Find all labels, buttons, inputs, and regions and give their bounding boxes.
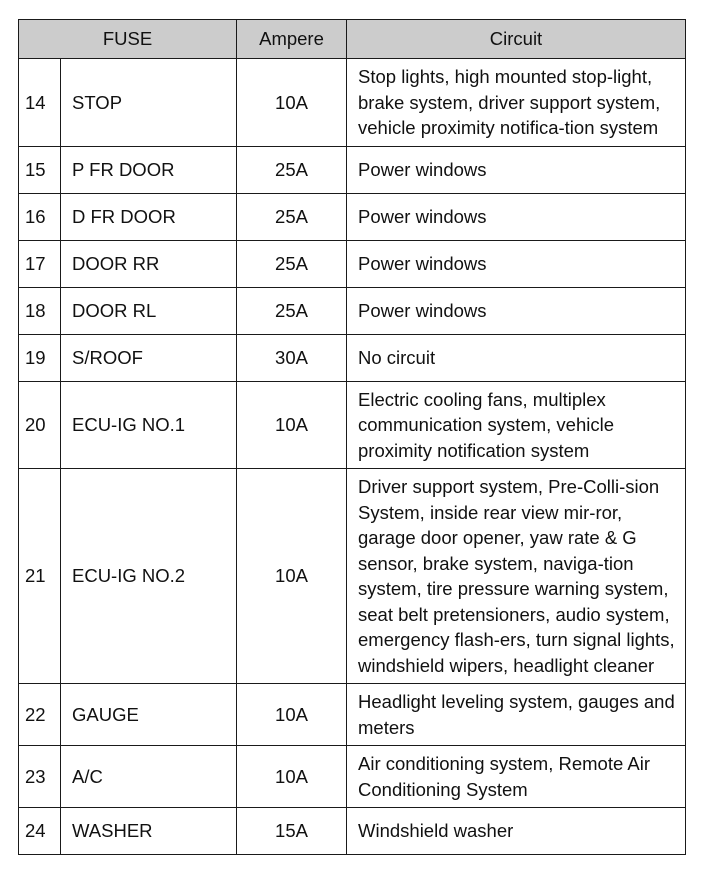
table-row — [19, 746, 686, 808]
table-row — [19, 59, 686, 147]
fuse-ampere: 10A — [237, 684, 347, 746]
fuse-circuit: Power windows — [347, 146, 686, 193]
fuse-number: 22 — [19, 684, 61, 746]
fuse-number: 24 — [19, 808, 61, 855]
fuse-name: D FR DOOR — [61, 193, 237, 240]
fuse-number: 17 — [19, 240, 61, 287]
fuse-number: 23 — [19, 746, 61, 808]
header-fuse: FUSE — [19, 20, 237, 59]
fuse-name: ECU-IG NO.1 — [61, 381, 237, 469]
fuse-ampere: 25A — [237, 193, 347, 240]
fuse-number: 15 — [19, 146, 61, 193]
fuse-circuit: No circuit — [347, 334, 686, 381]
table-row — [19, 469, 686, 684]
fuse-ampere: 10A — [237, 469, 347, 684]
fuse-number: 20 — [19, 381, 61, 469]
fuse-name: ECU-IG NO.2 — [61, 469, 237, 684]
fuse-ampere: 15A — [237, 808, 347, 855]
fuse-number: 21 — [19, 469, 61, 684]
fuse-name: DOOR RR — [61, 240, 237, 287]
fuse-number: 19 — [19, 334, 61, 381]
table-row — [19, 146, 686, 193]
fuse-table — [18, 19, 686, 855]
table-row — [19, 381, 686, 469]
header-row — [19, 20, 686, 59]
fuse-name: DOOR RL — [61, 287, 237, 334]
fuse-circuit: Air conditioning system, Remote Air Conditioning System — [347, 746, 686, 808]
fuse-ampere: 10A — [237, 381, 347, 469]
fuse-circuit: Electric cooling fans, multiplex communication system, vehicle proximity notification system — [347, 381, 686, 469]
fuse-circuit: Driver support system, Pre-Colli-sion System, inside rear view mir-ror, garage door opener, yaw rate & G sensor, brake system, naviga-tion system, tire pressure warning system, seat belt pretensioners, audio system, emergency flash-ers, turn signal lights, windshield wipers, headlight cleaner — [347, 469, 686, 684]
fuse-ampere: 30A — [237, 334, 347, 381]
fuse-number: 16 — [19, 193, 61, 240]
fuse-name: S/ROOF — [61, 334, 237, 381]
fuse-circuit: Power windows — [347, 240, 686, 287]
fuse-number: 14 — [19, 59, 61, 147]
fuse-circuit: Windshield washer — [347, 808, 686, 855]
table-row — [19, 808, 686, 855]
fuse-ampere: 25A — [237, 146, 347, 193]
fuse-ampere: 10A — [237, 59, 347, 147]
header-circuit: Circuit — [347, 20, 686, 59]
fuse-name: A/C — [61, 746, 237, 808]
fuse-name: STOP — [61, 59, 237, 147]
fuse-circuit: Headlight leveling system, gauges and meters — [347, 684, 686, 746]
header-ampere: Ampere — [237, 20, 347, 59]
table-row — [19, 193, 686, 240]
fuse-name: WASHER — [61, 808, 237, 855]
fuse-circuit: Power windows — [347, 193, 686, 240]
fuse-ampere: 25A — [237, 240, 347, 287]
table-row — [19, 287, 686, 334]
fuse-circuit: Power windows — [347, 287, 686, 334]
fuse-name: GAUGE — [61, 684, 237, 746]
table-row — [19, 684, 686, 746]
table-row — [19, 334, 686, 381]
fuse-ampere: 10A — [237, 746, 347, 808]
table-row — [19, 240, 686, 287]
fuse-number: 18 — [19, 287, 61, 334]
fuse-circuit: Stop lights, high mounted stop-light, brake system, driver support system, vehicle proximity notifica-tion system — [347, 59, 686, 147]
fuse-name: P FR DOOR — [61, 146, 237, 193]
fuse-ampere: 25A — [237, 287, 347, 334]
